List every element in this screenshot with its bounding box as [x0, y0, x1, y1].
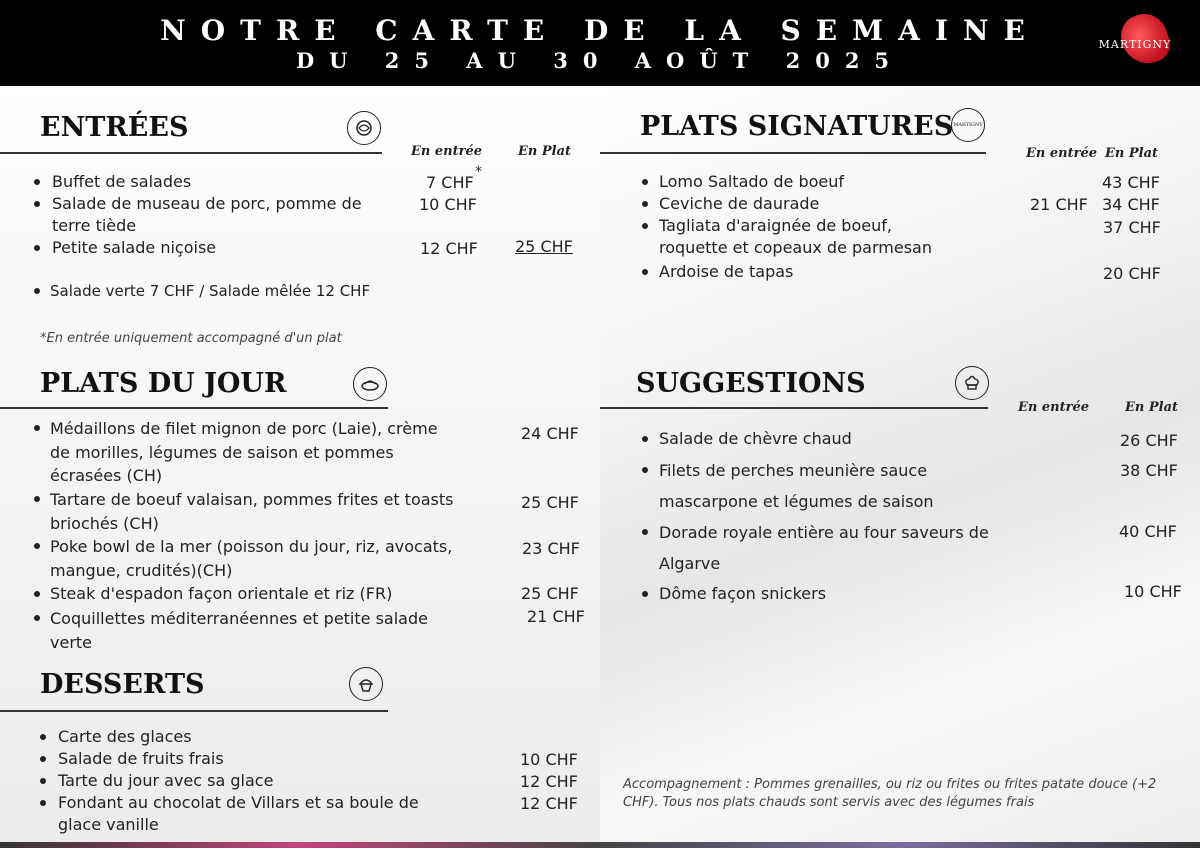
bullet: [34, 179, 40, 185]
list-item: [50, 417, 438, 488]
bullet: [34, 496, 40, 502]
right-panel: [600, 86, 1200, 842]
bullet: [642, 269, 648, 275]
item-line: Médaillons de filet mignon de porc (Laie), crème: [50, 419, 438, 438]
bullet: [642, 436, 648, 442]
entrees-title: ENTRÉES: [40, 112, 189, 143]
item-line: mangue, crudités)(CH): [50, 560, 233, 580]
price: 25 CHF: [521, 493, 579, 512]
bullet: [642, 529, 648, 535]
bullet: [40, 756, 46, 762]
item-line: briochés (CH): [50, 513, 159, 533]
item-line: Poke bowl de la mer (poisson du jour, riz, avocats,: [50, 537, 453, 556]
item-line: Tagliata d'araignée de boeuf,: [659, 216, 892, 235]
item-line: écrasées (CH): [50, 466, 163, 485]
item-line: Filets de perches meunière sauce: [659, 461, 928, 480]
list-item: Dôme façon snickers: [659, 584, 827, 603]
bullet: [34, 543, 40, 549]
bullet: [642, 201, 648, 207]
item-line: mascarpone et légumes de saison: [659, 492, 934, 511]
list-item: [52, 193, 362, 237]
price: 24 CHF: [521, 424, 579, 443]
menu-title: NOTRE CARTE DE LA SEMAINE: [160, 14, 1040, 47]
bullet: [40, 734, 46, 740]
list-item: Steak d'espadon façon orientale et riz (FR): [50, 584, 393, 603]
plat-price: 43 CHF: [1102, 173, 1160, 192]
list-item: [50, 607, 428, 654]
bullet: [34, 201, 40, 207]
price: 12 CHF: [520, 794, 578, 813]
price: 25 CHF: [521, 584, 579, 603]
bullet: [642, 223, 648, 229]
item-line: Dorade royale entière au four saveurs de: [659, 523, 989, 542]
plat-price: 20 CHF: [1103, 264, 1161, 283]
list-item: [659, 215, 932, 259]
item-line: Salade de museau de porc, pomme de: [52, 194, 362, 213]
asterisk-mark: *: [475, 164, 482, 180]
entree-price: 21 CHF: [1030, 195, 1088, 214]
plat-price: 34 CHF: [1102, 195, 1160, 214]
menu-dates: DU 25 AU 30 AOÛT 2025: [295, 48, 905, 73]
item-line: Tartare de boeuf valaisan, pommes frites et toasts: [50, 490, 454, 509]
item-line: Coquillettes méditerranéennes et petite salade: [50, 609, 428, 628]
bullet: [34, 288, 40, 294]
item-line: verte: [50, 632, 93, 652]
list-item: [50, 488, 454, 535]
list-item: [659, 455, 934, 517]
list-item: Salade de fruits frais: [58, 749, 224, 768]
item-line: roquette et copeaux de parmesan: [659, 238, 932, 257]
price: 10 CHF: [520, 750, 578, 769]
salad-icon: [347, 111, 381, 145]
bullet: [34, 591, 40, 597]
signatures-col-plat: En Plat: [1105, 146, 1159, 161]
list-item: Ceviche de daurade: [659, 194, 820, 213]
entrees-rule: [0, 152, 382, 154]
suggestions-col-plat: En Plat: [1125, 400, 1179, 415]
plat-price: 25 CHF: [515, 237, 573, 256]
chef-hat-icon: [955, 366, 989, 400]
bullet: [642, 591, 648, 597]
signatures-title: PLATS SIGNATURES: [640, 111, 954, 142]
menu-header: [0, 0, 1200, 86]
bullet: [642, 179, 648, 185]
suggestions-col-entree: En entrée: [1018, 400, 1090, 415]
list-item: Carte des glaces: [58, 727, 192, 746]
bullet: [34, 245, 40, 251]
entrees-col-entree: En entrée: [411, 144, 483, 159]
list-item: Salade verte 7 CHF / Salade mêlée 12 CHF: [50, 282, 371, 300]
entree-price: 12 CHF: [420, 239, 478, 258]
list-item: Lomo Saltado de boeuf: [659, 172, 845, 191]
martigny-badge-icon: MARTIGNY: [951, 108, 985, 142]
accompaniment-note: Accompagnement : Pommes grenailles, ou riz ou frites ou frites patate douce (+2 CHF). Tous nos plats chauds sont servis avec des légumes frais: [623, 777, 1157, 810]
price: 38 CHF: [1120, 461, 1178, 480]
list-item: [659, 517, 989, 579]
item-line: Fondant au chocolat de Villars et sa boule de: [58, 793, 419, 812]
entree-price: 10 CHF: [419, 195, 477, 214]
list-item: Tarte du jour avec sa glace: [58, 771, 274, 790]
entrees-col-plat: En Plat: [518, 144, 572, 159]
bottom-decorative-strip: [0, 842, 1200, 848]
entrees-note: *En entrée uniquement accompagné d'un plat: [40, 331, 342, 346]
bullet: [40, 778, 46, 784]
cupcake-icon: [349, 667, 383, 701]
list-item: Salade de chèvre chaud: [659, 429, 852, 448]
list-item: Buffet de salades: [52, 172, 192, 191]
desserts-title: DESSERTS: [40, 669, 205, 700]
list-item: Petite salade niçoise: [52, 238, 217, 257]
signatures-rule: [600, 152, 986, 154]
price: 26 CHF: [1120, 431, 1178, 450]
bullet: [34, 425, 40, 431]
item-line: de morilles, légumes de saison et pommes: [50, 442, 394, 462]
price: 10 CHF: [1124, 582, 1182, 601]
plat-price: 37 CHF: [1103, 218, 1161, 237]
list-item: [58, 792, 419, 836]
item-line: Algarve: [659, 554, 721, 573]
martigny-logo: [1096, 14, 1174, 72]
bullet: [34, 615, 40, 621]
bullet: [40, 800, 46, 806]
item-line: terre tiède: [52, 216, 137, 235]
left-panel: [0, 86, 600, 842]
list-item: Ardoise de tapas: [659, 262, 794, 281]
entree-price: 7 CHF: [426, 173, 474, 192]
price: 40 CHF: [1119, 522, 1177, 541]
price: 12 CHF: [520, 772, 578, 791]
list-item: [50, 535, 452, 582]
logo-text: MARTIGNY: [1098, 38, 1172, 51]
plats-du-jour-rule: [0, 407, 388, 409]
suggestions-rule: [600, 407, 988, 409]
price: 23 CHF: [522, 539, 580, 558]
item-line: glace vanille: [58, 815, 159, 834]
plats-du-jour-title: PLATS DU JOUR: [40, 368, 287, 399]
suggestions-title: SUGGESTIONS: [636, 368, 866, 399]
desserts-rule: [0, 710, 388, 712]
dish-icon: [353, 367, 387, 401]
bullet: [642, 467, 648, 473]
price: 21 CHF: [527, 607, 585, 626]
signatures-col-entree: En entrée: [1026, 146, 1098, 161]
